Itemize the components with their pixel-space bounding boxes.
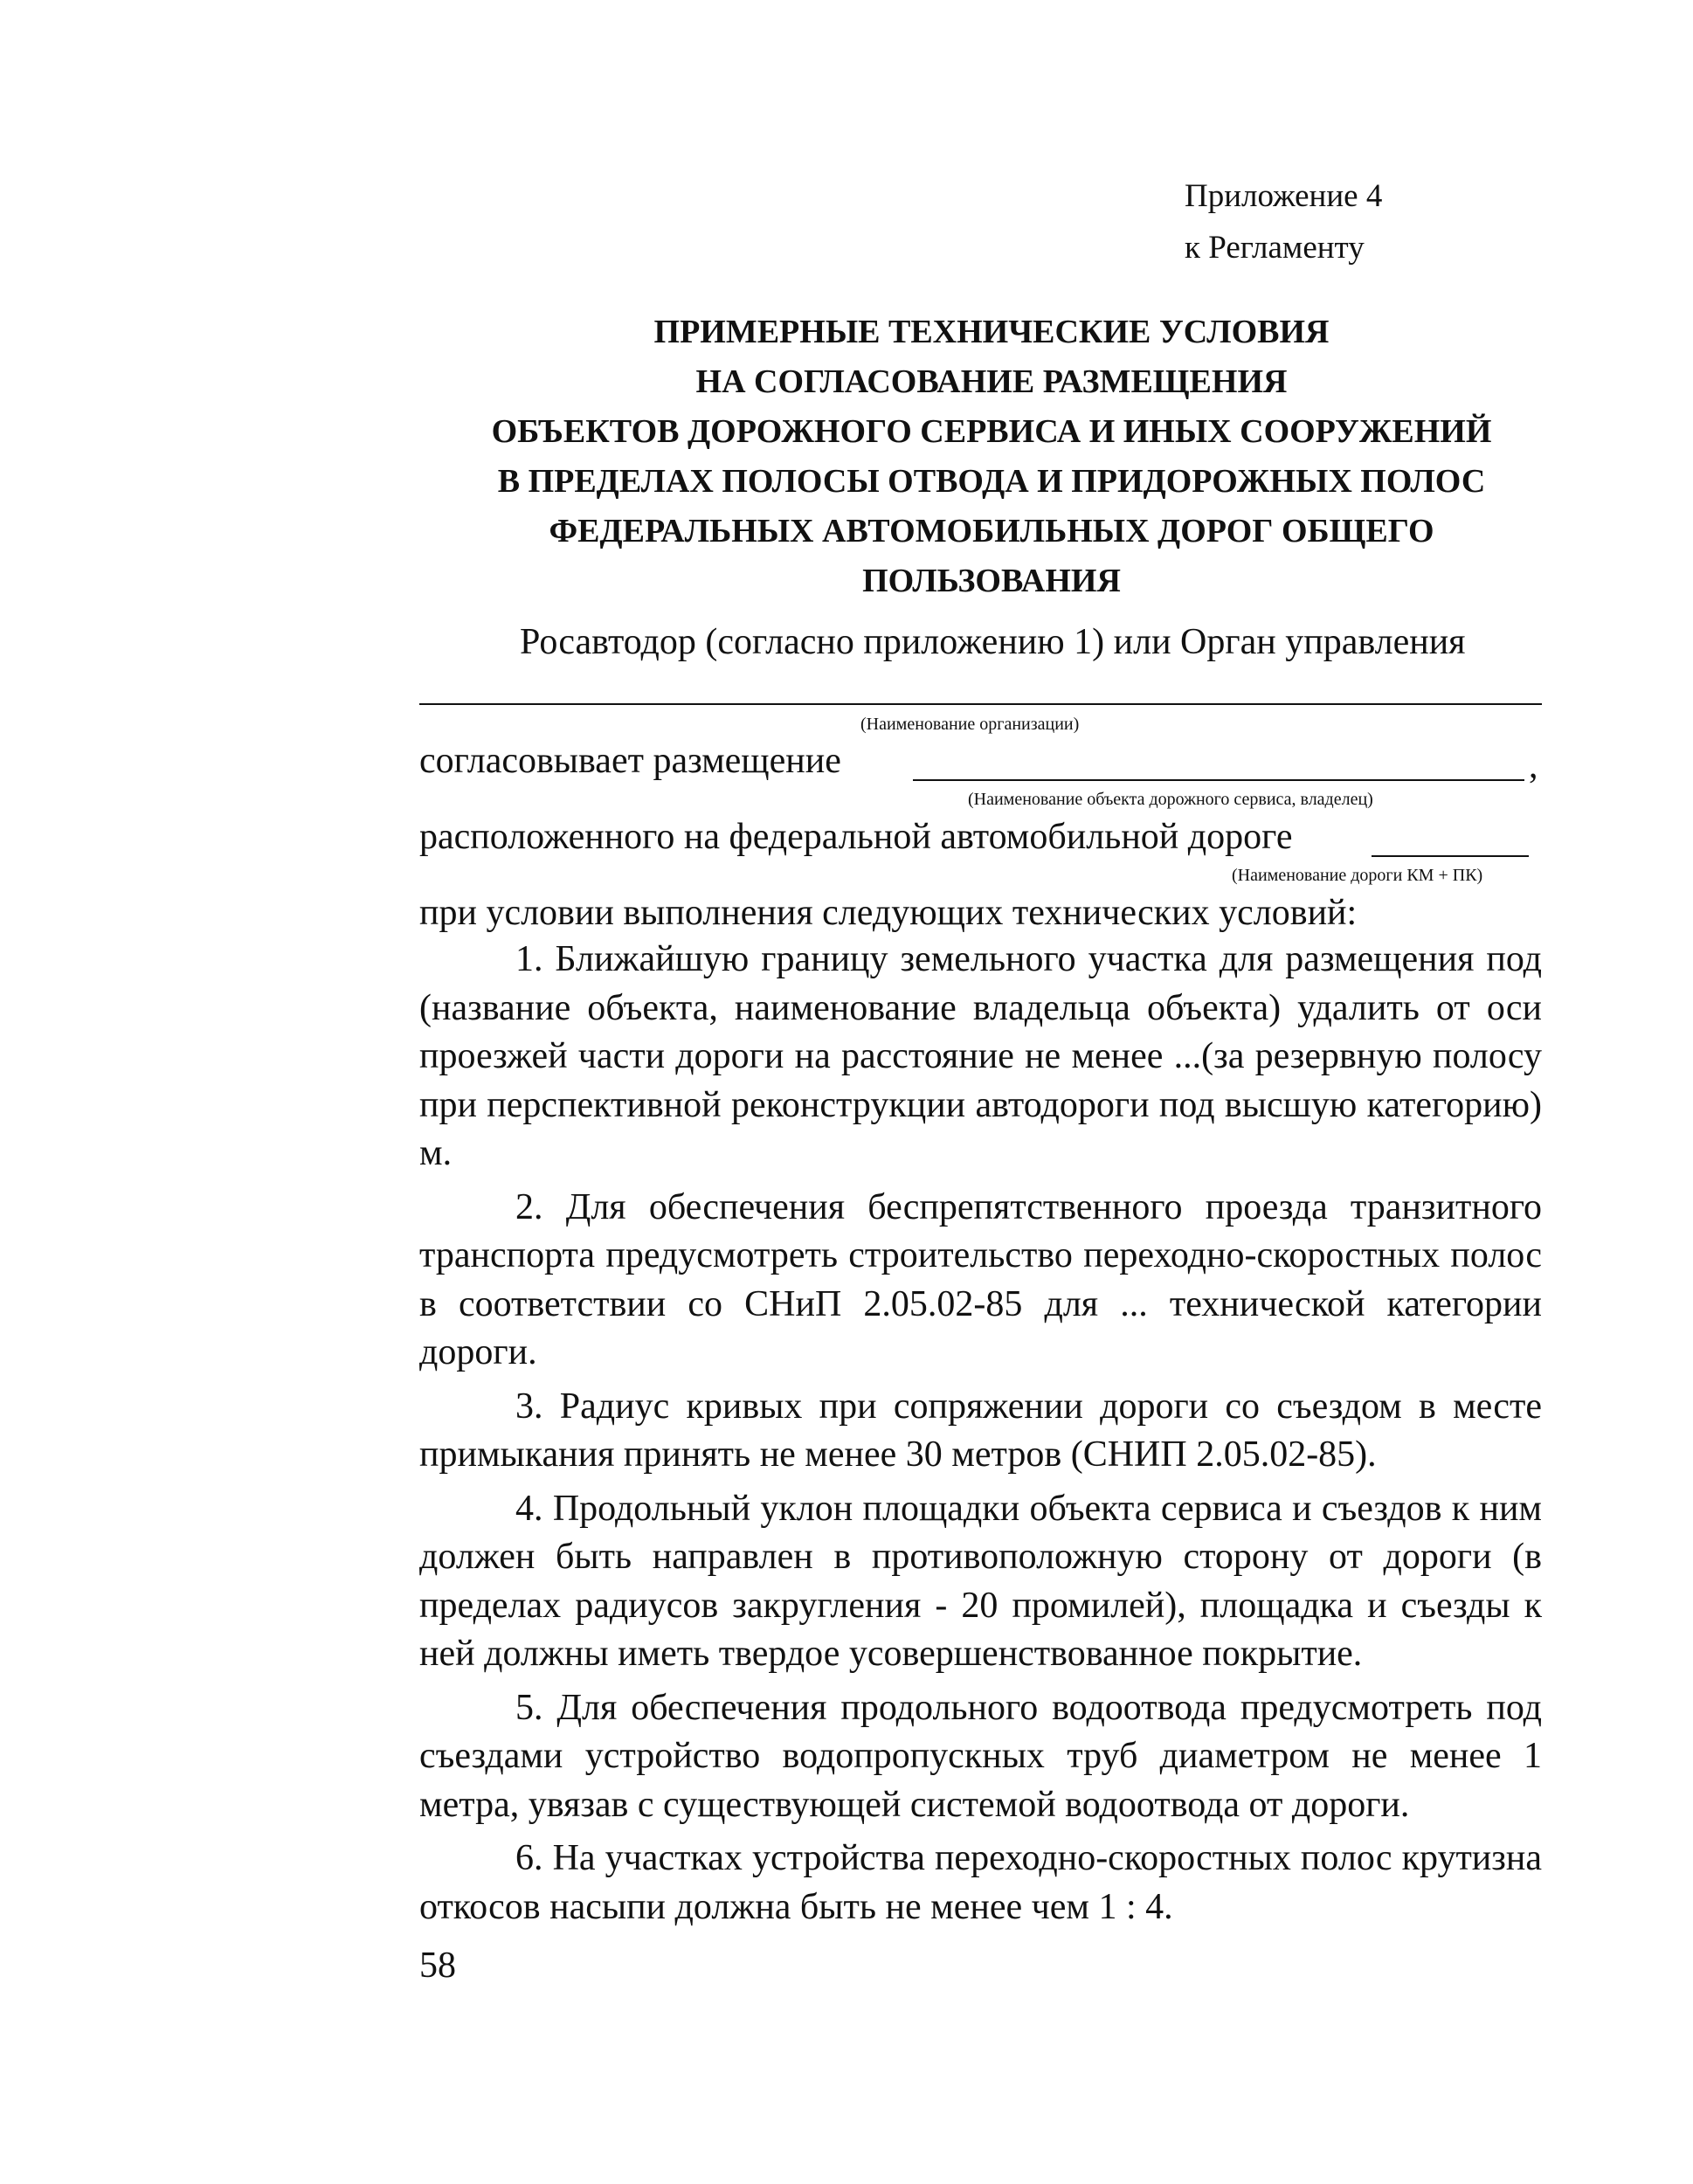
located-label: расположенного на федеральной автомобильной дороге	[419, 817, 1293, 857]
appendix-reference	[1185, 170, 1382, 273]
title-line: ПОЛЬЗОВАНИЯ	[862, 563, 1121, 599]
title-line: В ПРЕДЕЛАХ ПОЛОСЫ ОТВОДА И ПРИДОРОЖНЫХ ПОЛОС	[497, 463, 1486, 500]
road-fill-line	[1372, 855, 1529, 857]
condition-item: 3. Радиус кривых при сопряжении дороги со съездом в месте примыкания принять не менее 30 метров (СНИП 2.05.02-85).	[419, 1386, 1542, 1475]
object-comma: ,	[1529, 746, 1538, 786]
title-line: ОБЪЕКТОВ ДОРОЖНОГО СЕРВИСА И ИНЫХ СООРУЖЕНИЙ	[491, 413, 1492, 450]
organization-caption: (Наименование организации)	[860, 715, 1080, 734]
condition-item: 2. Для обеспечения беспрепятственного проезда транзитного транспорта предусмотреть строительство переходно-скоростных полос в соответствии со СНиП 2.05.02-85 для ... технической категории дороги.	[419, 1186, 1542, 1372]
condition-item: 1. Ближайшую границу земельного участка для размещения под (название объекта, наименование владельца объекта) удалить от оси проезжей части дороги на расстояние не менее ...(за резервную полосу при перспективной реконструкции автодороги под высшую категорию) м.	[419, 939, 1542, 1173]
condition-item: 6. На участках устройства переходно-скоростных полос крутизна откосов насыпи должна быть не менее чем 1 : 4.	[419, 1838, 1542, 1927]
title-line: ФЕДЕРАЛЬНЫХ АВТОМОБИЛЬНЫХ ДОРОГ ОБЩЕГО	[549, 513, 1434, 549]
page-number: 58	[419, 1946, 456, 1986]
condition-item: 5. Для обеспечения продольного водоотвода предусмотреть под съездами устройство водопропускных труб диаметром не менее 1 метра, увязав с существующей системой водоотвода от дороги.	[419, 1687, 1542, 1825]
object-fill-line	[913, 779, 1524, 781]
organization-fill-line	[419, 703, 1542, 705]
title-line: НА СОГЛАСОВАНИЕ РАЗМЕЩЕНИЯ	[695, 363, 1288, 400]
road-caption: (Наименование дороги КМ + ПК)	[1232, 866, 1483, 885]
appendix-regulation: к Регламенту	[1185, 230, 1365, 266]
authority-line: Росавтодор (согласно приложению 1) или Орган управления	[520, 622, 1466, 662]
object-caption: (Наименование объекта дорожного сервиса, владелец)	[968, 790, 1373, 809]
title-line: ПРИМЕРНЫЕ ТЕХНИЧЕСКИЕ УСЛОВИЯ	[653, 314, 1330, 350]
conditions-list	[419, 936, 1542, 1932]
appendix-number: Приложение 4	[1185, 178, 1383, 214]
document-title	[367, 308, 1616, 606]
approves-label: согласовывает размещение	[419, 741, 841, 781]
conditions-intro: при условии выполнения следующих технических условий:	[419, 893, 1358, 933]
condition-item: 4. Продольный уклон площадки объекта сервиса и съездов к ним должен быть направлен в противоположную сторону от дороги (в пределах радиусов закругления - 20 промилей), площадка и съезды к ней должны иметь твердое усовершенствованное покрытие.	[419, 1488, 1542, 1674]
